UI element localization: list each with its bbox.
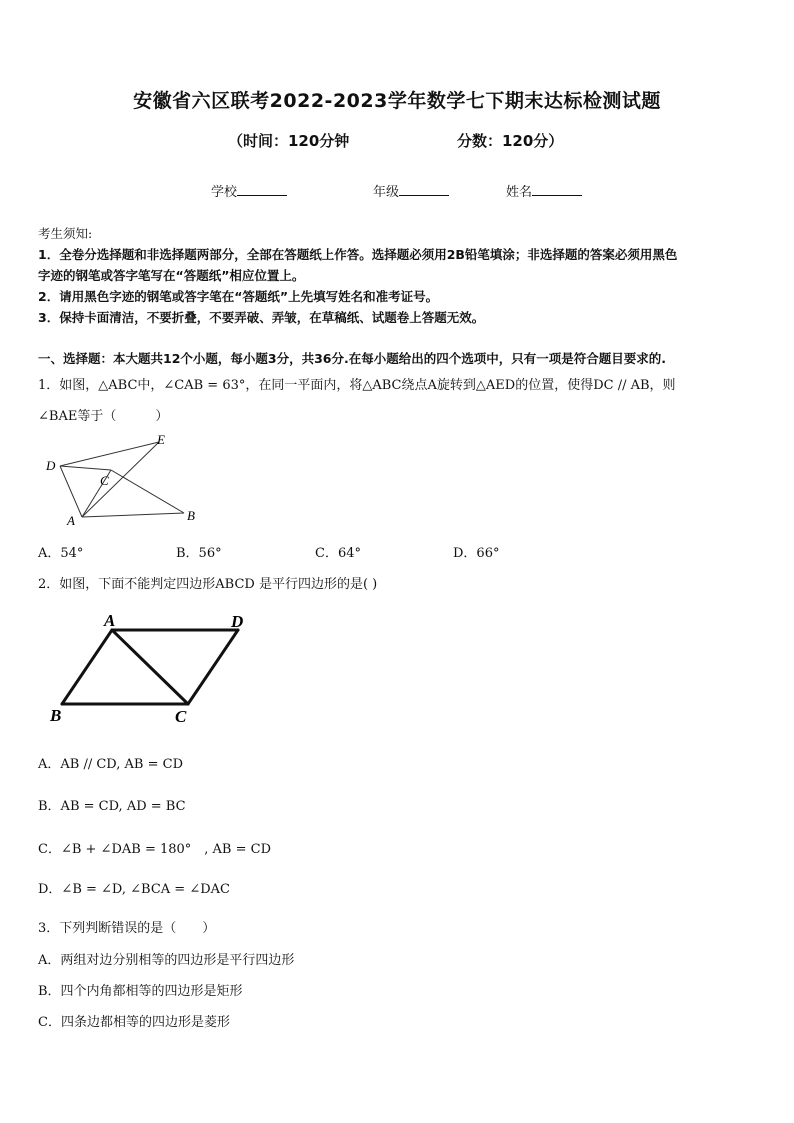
- question-3-option-c[interactable]: C．四条边都相等的四边形是菱形: [38, 1015, 230, 1030]
- question-1-option-d[interactable]: D．66°: [453, 546, 500, 561]
- label-b: B: [50, 706, 62, 725]
- question-3-stem: 3．下列判断错误的是（ ）: [38, 921, 216, 936]
- question-1-stem: 1．如图，△ABC中，∠CAB = 63°，在同一平面内，将△ABC绕点A旋转到△AED的位置，使得DC // AB，则: [38, 378, 676, 393]
- question-2-option-c[interactable]: C．∠B + ∠DAB = 180° , AB = CD: [38, 842, 272, 857]
- label-b: B: [187, 508, 195, 523]
- notice-item: 2．请用黑色字迹的钢笔或答字笔在“答题纸”上先填写姓名和准考证号。: [38, 289, 439, 304]
- segment-ab: [82, 513, 184, 517]
- notice-heading: 考生须知:: [38, 226, 93, 241]
- question-1-figure: [38, 430, 208, 530]
- segment-ae: [82, 442, 159, 517]
- segment-de: [60, 442, 159, 466]
- question-1-option-c[interactable]: C．64°: [315, 546, 361, 561]
- school-label: 学校: [211, 185, 238, 200]
- question-2-option-d[interactable]: D．∠B = ∠D, ∠BCA = ∠DAC: [38, 882, 230, 897]
- name-label: 姓名: [506, 185, 533, 200]
- name-field: [506, 181, 582, 200]
- label-c: C: [175, 707, 187, 726]
- notice-item: 3．保持卡面清洁，不要折叠，不要弄破、弄皱，在草稿纸、试题卷上答题无效。: [38, 310, 485, 325]
- grade-label: 年级: [373, 185, 400, 200]
- question-1-stem-cont: ∠BAE等于（ ）: [38, 409, 169, 424]
- exam-time: （时间：120分钟: [228, 132, 350, 150]
- page-title: 安徽省六区联考2022-2023学年数学七下期末达标检测试题: [133, 90, 661, 112]
- question-1-option-a[interactable]: A．54°: [38, 546, 84, 561]
- segment-dc: [60, 466, 111, 470]
- segment-cb: [111, 470, 184, 513]
- grade-field: [373, 181, 449, 200]
- label-e: E: [157, 432, 165, 447]
- grade-blank[interactable]: [399, 182, 449, 196]
- label-d: D: [46, 458, 56, 473]
- name-blank[interactable]: [532, 182, 582, 196]
- question-1-option-b[interactable]: B．56°: [176, 546, 222, 561]
- label-c: C: [100, 473, 109, 488]
- exam-score: 分数：120分）: [457, 132, 564, 150]
- school-field: [211, 181, 287, 200]
- section-heading: 一、选择题：本大题共12个小题，每小题3分，共36分.在每小题给出的四个选项中，只有一项是符合题目要求的.: [38, 351, 666, 366]
- notice-item: 1．全卷分选择题和非选择题两部分，全部在答题纸上作答。选择题必须用2B铅笔填涂；非选择题的答案必须用黑色: [38, 247, 678, 262]
- question-3-option-b[interactable]: B．四个内角都相等的四边形是矩形: [38, 984, 243, 999]
- school-blank[interactable]: [237, 182, 287, 196]
- question-3-option-a[interactable]: A．两组对边分别相等的四边形是平行四边形: [38, 953, 295, 968]
- label-a: A: [104, 611, 116, 630]
- side-ba: [62, 630, 112, 704]
- label-d: D: [231, 612, 244, 631]
- question-2-option-a[interactable]: A．AB // CD, AB = CD: [38, 757, 183, 772]
- question-2-stem: 2．如图，下面不能判定四边形ABCD 是平行四边形的是( ): [38, 577, 378, 592]
- label-a: A: [67, 513, 75, 528]
- question-2-figure: [44, 608, 264, 728]
- side-dc: [188, 630, 238, 704]
- notice-item: 字迹的钢笔或答字笔写在“答题纸”相应位置上。: [38, 268, 305, 283]
- question-2-option-b[interactable]: B．AB = CD, AD = BC: [38, 799, 186, 814]
- segment-da: [60, 466, 82, 517]
- diagonal-ac: [112, 630, 188, 704]
